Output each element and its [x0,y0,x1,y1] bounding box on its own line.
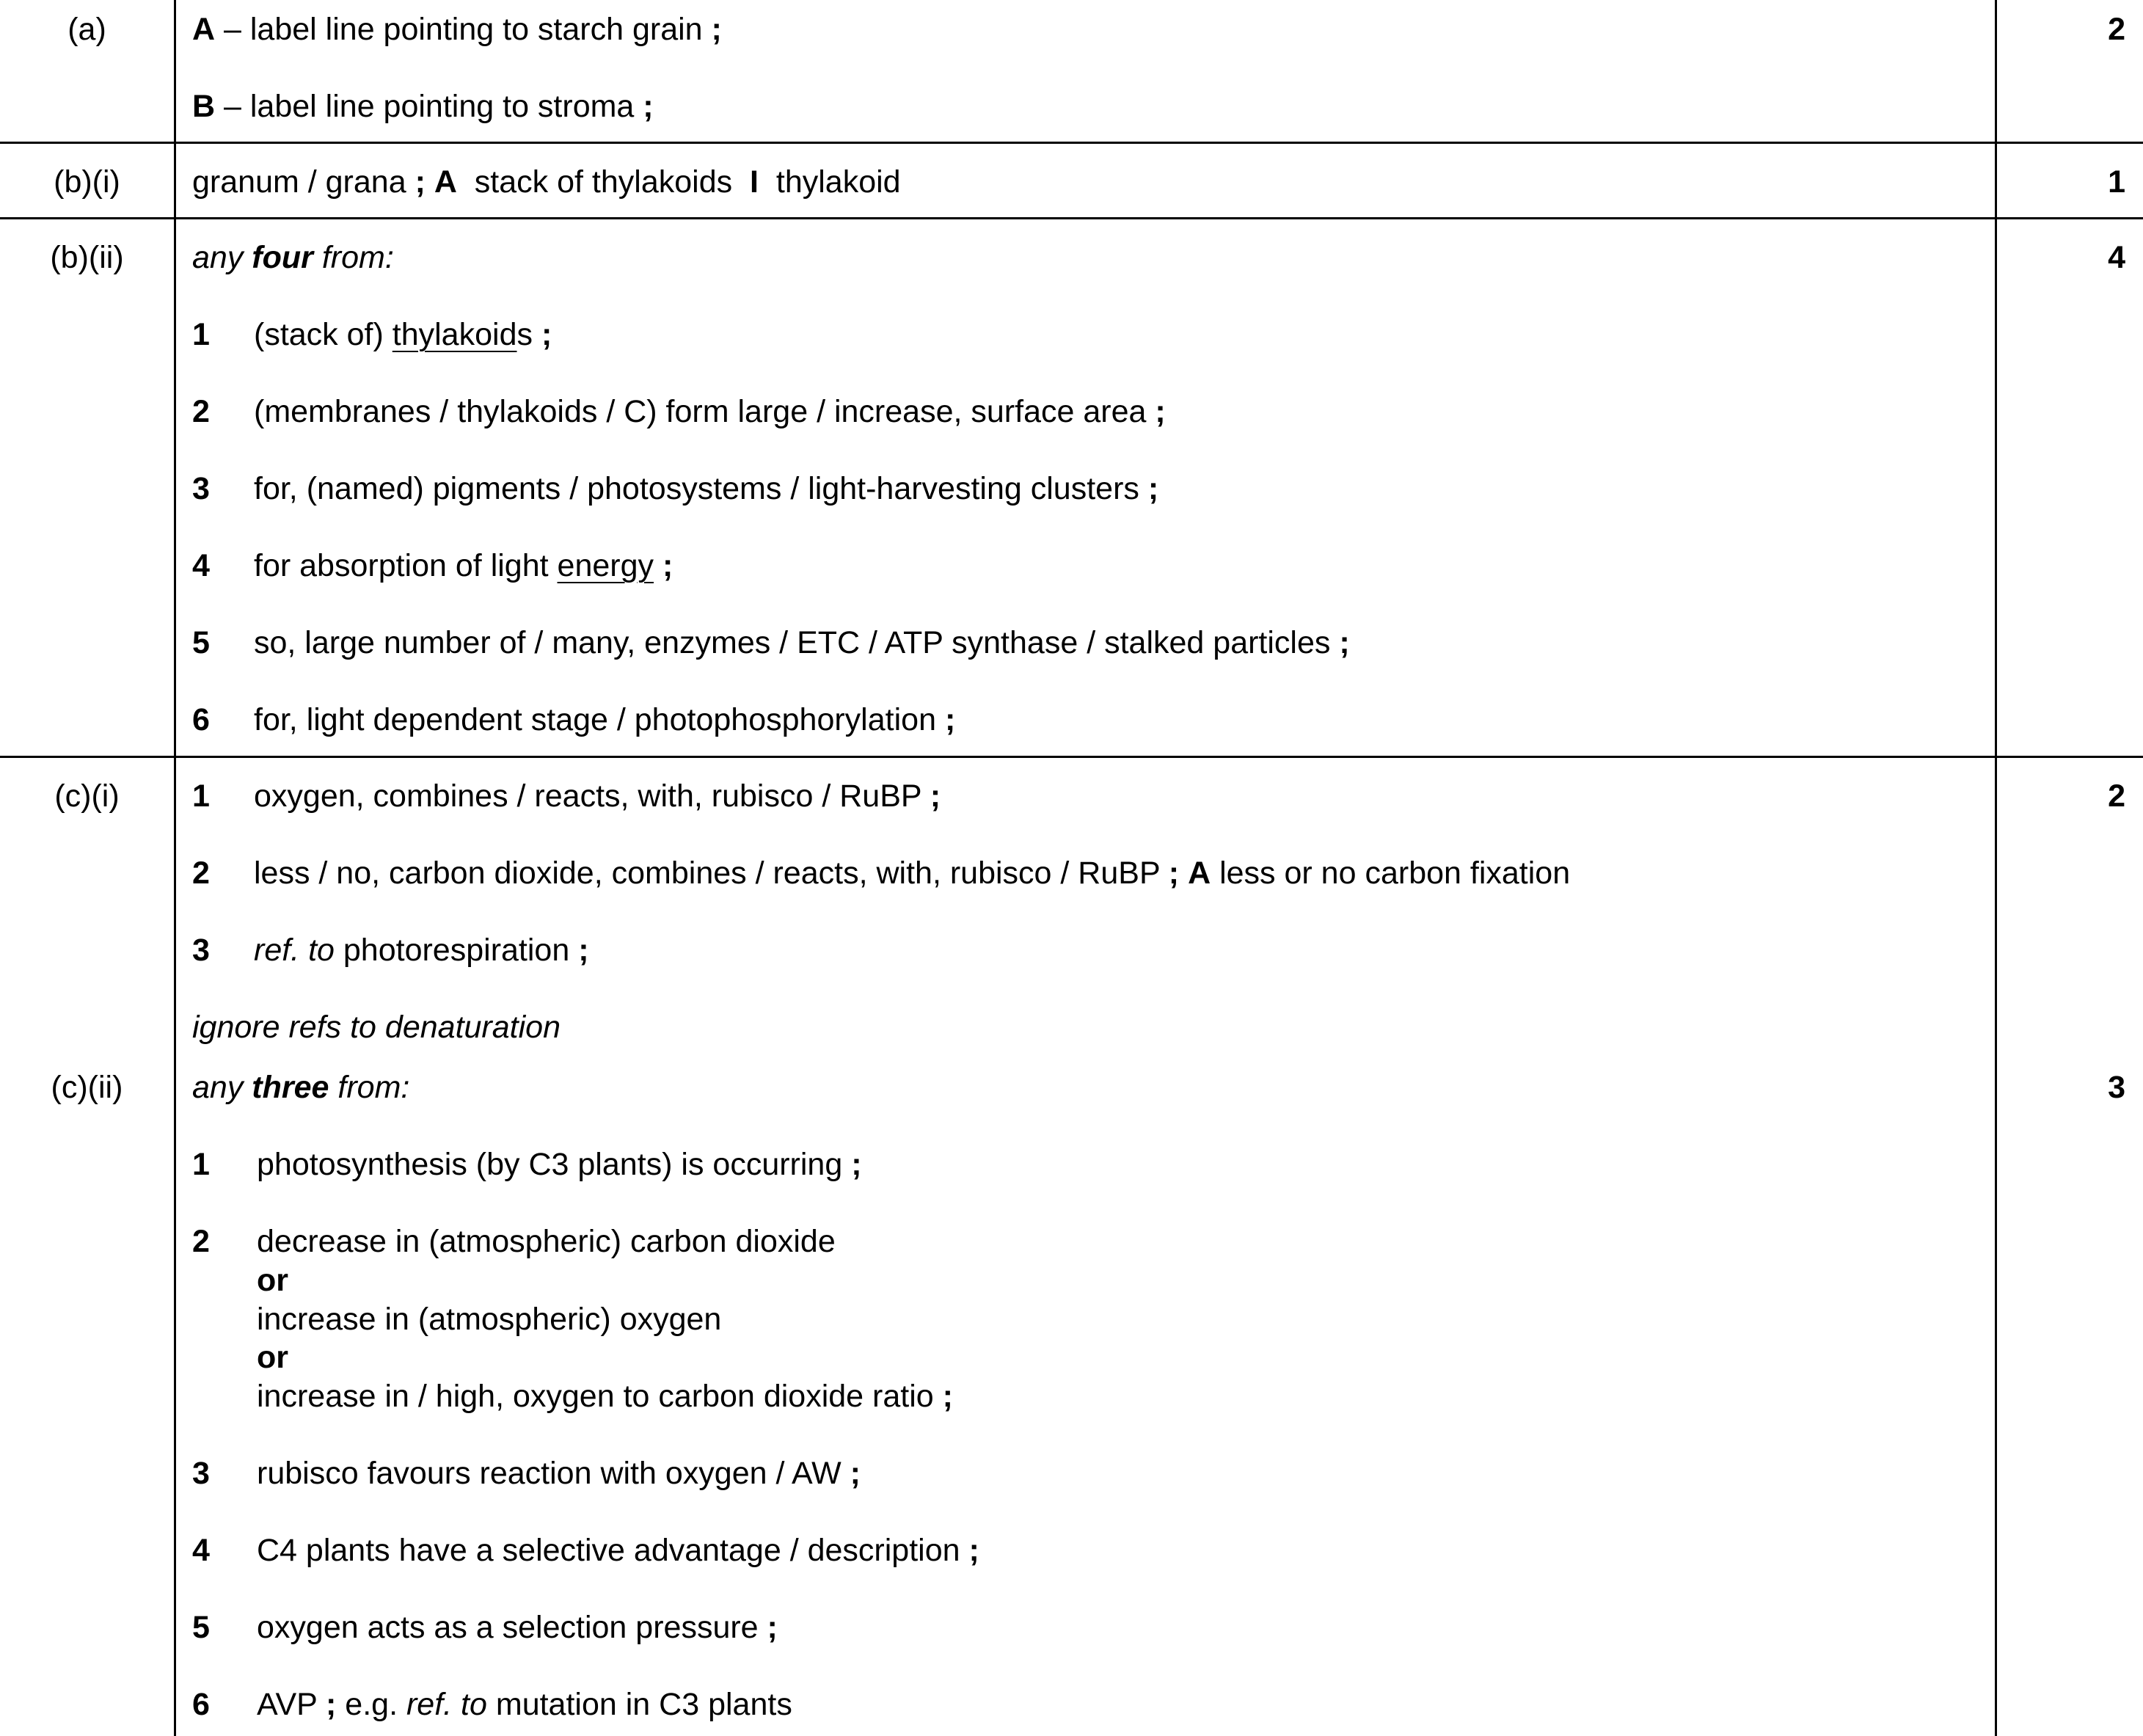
item-text: less or no carbon fixation [1211,856,1571,891]
item-underlined: thylakoid [392,317,517,352]
intro-line [192,1068,409,1106]
item-underlined: energy [557,548,654,583]
mark-ci: 2 [2108,778,2125,814]
mark-point-separator: ; [767,1610,778,1645]
item-number: 2 [192,856,210,891]
list-item [192,854,1570,892]
list-item [192,1531,979,1569]
accept-marker: A [434,164,457,200]
mark-point-separator: ; [851,1147,862,1182]
item-italic: ref. to [406,1687,487,1722]
item-text [654,548,662,583]
or-connector: or [257,1263,288,1298]
answer-line [192,163,901,201]
question-label-cii: (c)(ii) [51,1070,123,1105]
item-number: 4 [192,548,210,583]
answer-text: – label line pointing to starch grain [215,12,712,47]
item-number: 1 [192,317,210,352]
item-text: so, large number of / many, enzymes / ETC / ATP synthase / stalked particles [254,625,1340,660]
mark-bii: 4 [2108,240,2125,275]
mark-point-separator: ; [944,702,956,737]
item-text: AVP [257,1687,326,1722]
item-number: 5 [192,1610,210,1645]
label-letter: A [192,12,216,47]
mark-point-separator: ; [930,778,941,814]
item-number: 3 [192,471,210,506]
item-number: 5 [192,625,210,660]
item-text: oxygen, combines / reacts, with, rubisco / RuBP [254,778,930,814]
mark-point-separator: ; [541,317,552,352]
item-italic: ref. to [254,933,335,968]
list-item [192,701,955,739]
question-label-a: (a) [67,12,106,47]
list-item [192,1145,862,1184]
intro-text: any [192,240,252,275]
item-number: 1 [192,778,210,814]
item-text: mutation in C3 plants [486,1687,792,1722]
mark-point-separator: ; [643,89,654,124]
item-text: e.g. [336,1687,406,1722]
item-text: (stack of) [254,317,393,352]
intro-count: three [252,1070,329,1105]
item-text: increase in / high, oxygen to carbon dioxide ratio [257,1379,943,1414]
intro-count: four [252,240,313,275]
question-label-bii: (b)(ii) [50,240,124,275]
column-divider-left [174,0,176,1736]
item-text: photosynthesis (by C3 plants) is occurring [257,1147,852,1182]
answer-text: thylakoid [758,164,901,200]
accept-marker: A [1188,856,1211,891]
mark-point-separator: ; [1339,625,1350,660]
list-item [192,931,589,969]
intro-text: from: [313,240,394,275]
item-text: for absorption of light [254,548,558,583]
ignore-marker: I [750,164,759,200]
item-text: increase in (atmospheric) oxygen [257,1302,722,1337]
list-item [192,393,1166,431]
list-item [192,777,941,815]
question-label-bi: (b)(i) [54,164,120,200]
item-number: 6 [192,1687,210,1722]
item-text: for, light dependent stage / photophosphorylation [254,702,945,737]
mark-point-separator: ; [850,1456,861,1491]
list-item [192,1685,792,1724]
list-item [192,1454,861,1492]
mark-point-separator: ; [662,548,673,583]
guidance-note: ignore refs to denaturation [192,1010,561,1045]
item-number: 3 [192,933,210,968]
list-item [192,1608,778,1646]
mark-point-separator: ; [1155,394,1166,429]
mark-point-separator: ; [968,1533,979,1568]
mark-a: 2 [2108,12,2125,47]
mark-point-separator: ; [326,1687,337,1722]
list-item [192,316,552,354]
item-text: oxygen acts as a selection pressure [257,1610,767,1645]
intro-text: from: [329,1070,410,1105]
mark-point-separator: ; [1147,471,1159,506]
answer-line [192,87,654,125]
item-number: 2 [192,394,210,429]
answer-text: – label line pointing to stroma [215,89,643,124]
intro-line [192,238,394,277]
item-number: 2 [192,1224,210,1259]
answer-line [192,10,722,48]
list-item-continuation [257,1377,953,1415]
mark-point-separator: ; [711,12,722,47]
label-letter: B [192,89,216,124]
mark-cii: 3 [2108,1070,2125,1105]
answer-text: stack of thylakoids [456,164,751,200]
intro-text: any [192,1070,252,1105]
item-text: C4 plants have a selective advantage / description [257,1533,969,1568]
row-divider-a [0,142,2143,144]
column-divider-right [1995,0,1997,1736]
item-text: (membranes / thylakoids / C) form large / increase, surface area [254,394,1156,429]
item-number: 1 [192,1147,210,1182]
item-text: for, (named) pigments / photosystems / light-harvesting clusters [254,471,1148,506]
mark-point-separator: ; [415,164,426,200]
or-connector: or [257,1340,288,1375]
item-text: rubisco favours reaction with oxygen / AW [257,1456,850,1491]
item-number: 3 [192,1456,210,1491]
item-text: photorespiration [334,933,579,968]
item-number: 6 [192,702,210,737]
list-item [192,470,1158,508]
list-item [192,547,673,585]
item-text: s [516,317,541,352]
list-item [192,1222,836,1261]
mark-point-separator: ; [578,933,589,968]
item-text: less / no, carbon dioxide, combines / reacts, with, rubisco / RuBP [254,856,1169,891]
item-number: 4 [192,1533,210,1568]
item-text: decrease in (atmospheric) carbon dioxide [257,1224,836,1259]
question-label-ci: (c)(i) [54,778,120,814]
mark-point-separator: ; [1168,856,1180,891]
row-divider-bi [0,217,2143,219]
mark-point-separator: ; [942,1379,953,1414]
answer-text: granum / grana [192,164,415,200]
row-divider-bii [0,756,2143,758]
mark-bi: 1 [2108,164,2125,200]
list-item [192,624,1350,662]
